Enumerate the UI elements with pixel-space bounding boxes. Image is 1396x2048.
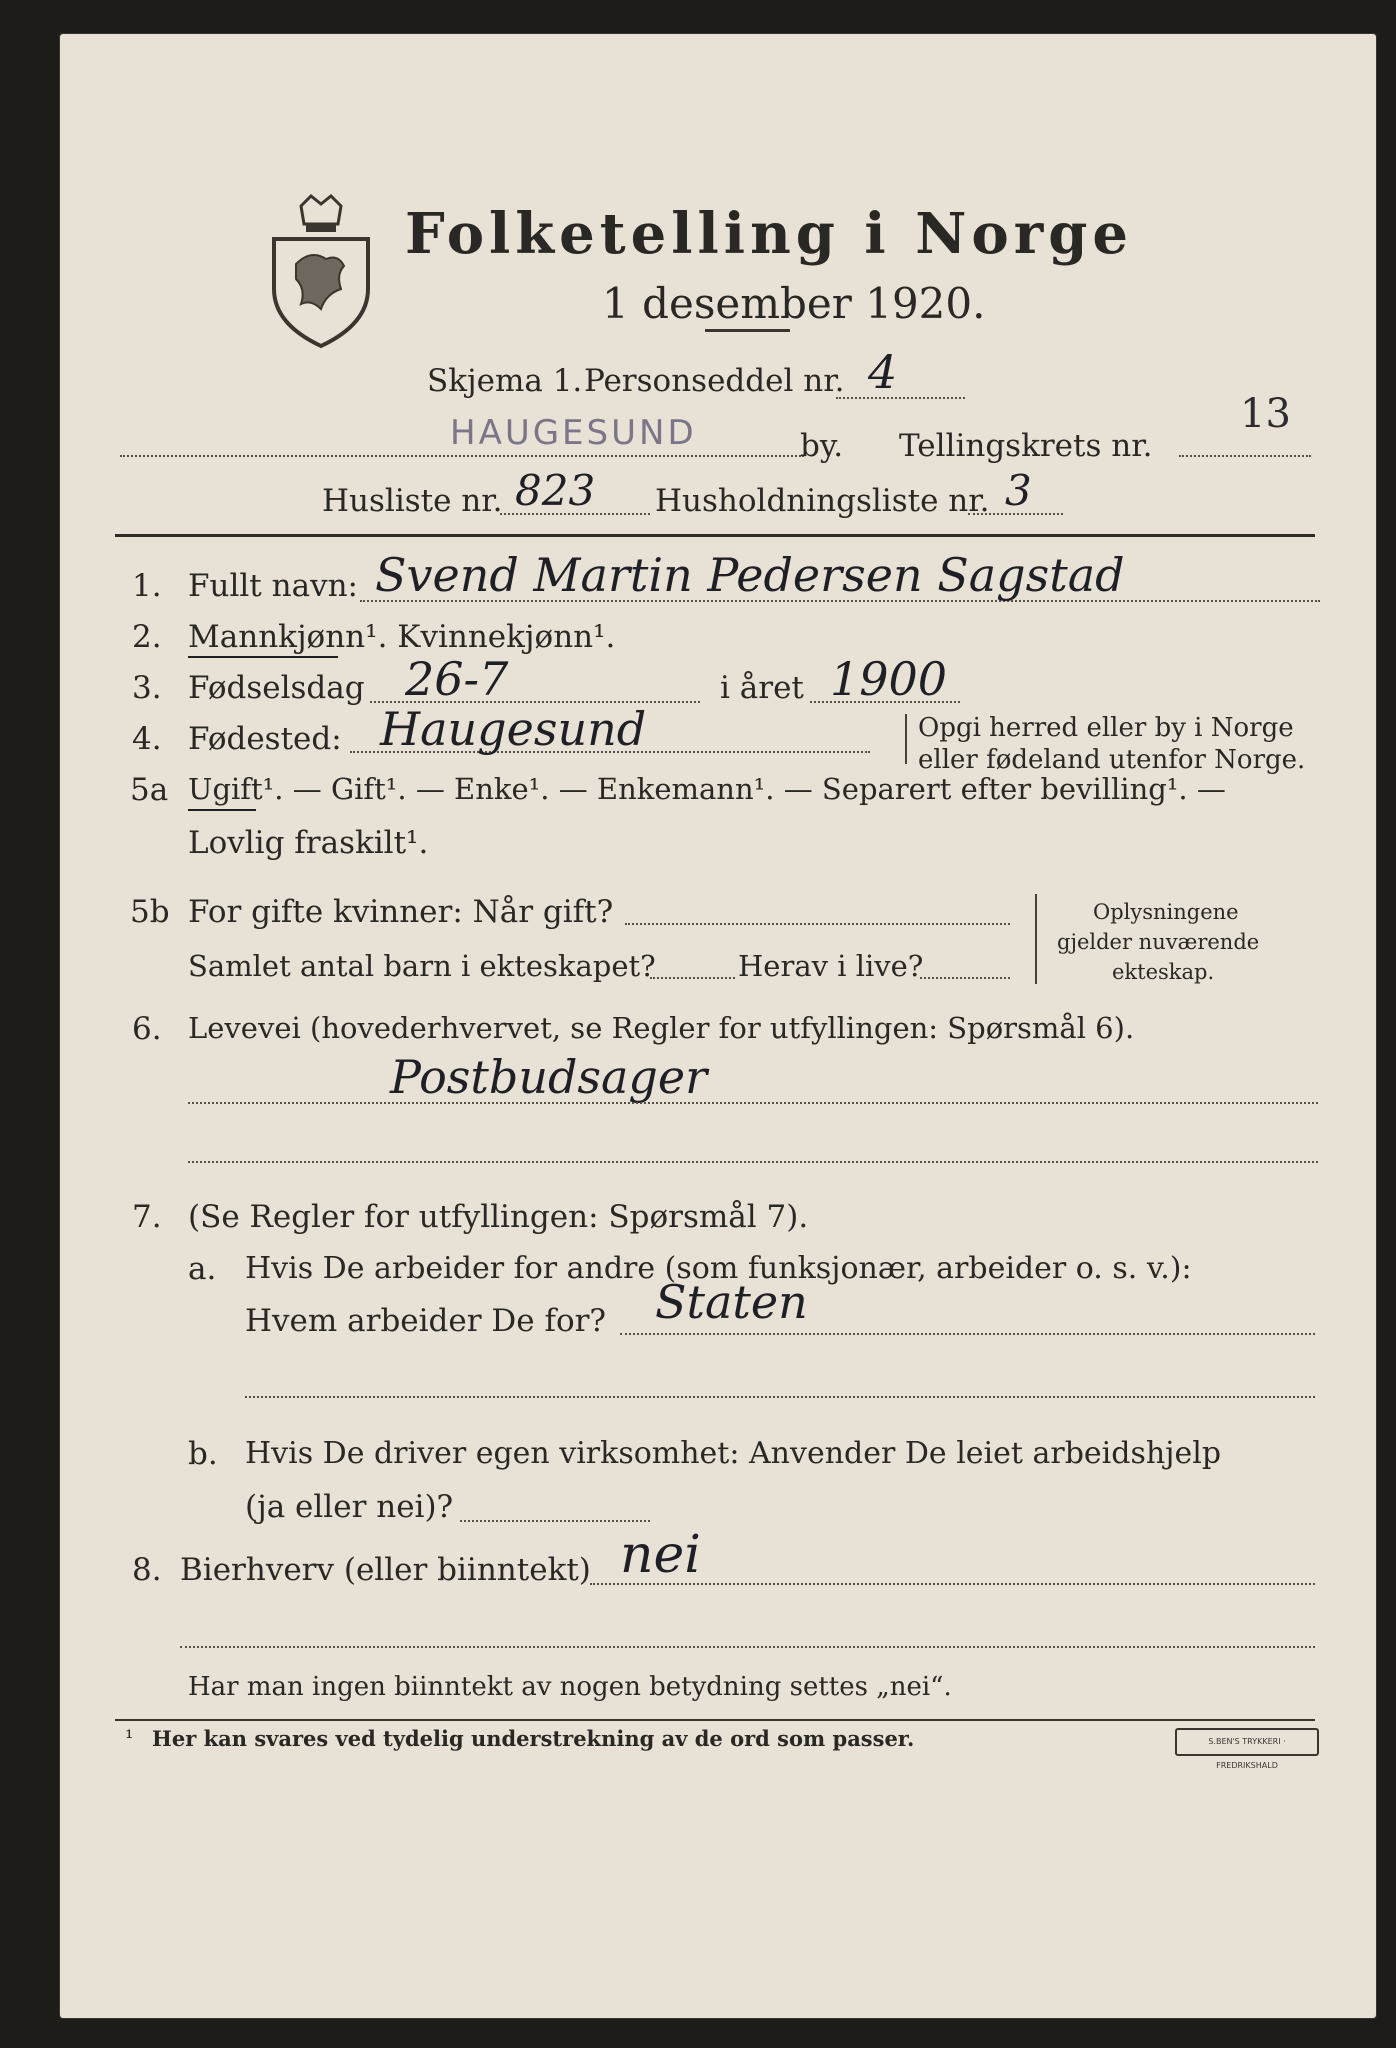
q5b-label1: For gifte kvinner: Når gift? — [188, 894, 614, 930]
q3-year-value[interactable]: 1900 — [830, 652, 948, 706]
q2-underline-mannkjonn — [188, 656, 338, 658]
q1-number: 1. — [132, 568, 162, 604]
personseddel-value[interactable]: 4 — [868, 345, 898, 399]
q7a-text: Hvis De arbeider for andre (som funksjonær, arbeider o. s. v.): — [245, 1251, 1192, 1286]
q6-line2 — [188, 1161, 1318, 1163]
q3-label: Fødselsdag — [188, 670, 365, 706]
q3-year-label: i året — [720, 670, 804, 706]
q8-label: Bierhverv (eller biinntekt) — [180, 1552, 591, 1588]
q3-number: 3. — [132, 670, 162, 706]
q4-label: Fødested: — [188, 721, 342, 757]
q6-number: 6. — [132, 1011, 162, 1047]
husholdningsliste-label: Husholdningsliste nr. — [655, 483, 990, 519]
city-line — [120, 455, 804, 457]
husliste-label: Husliste nr. — [322, 483, 503, 519]
q7a-line — [620, 1333, 1315, 1335]
norwegian-coat-of-arms — [266, 194, 376, 349]
q5b-note-line3: ekteskap. — [1112, 960, 1215, 984]
q5b-label2: Samlet antal barn i ekteskapet? — [188, 949, 656, 983]
q6-label: Levevei (hovederhvervet, se Regler for utfyllingen: Spørsmål 6). — [188, 1011, 1135, 1045]
q1-label: Fullt navn: — [188, 568, 358, 604]
q4-note-line2: eller fødeland utenfor Norge. — [918, 745, 1306, 775]
q2-text: Mannkjønn¹. Kvinnekjønn¹. — [188, 619, 616, 655]
q7a-letter: a. — [188, 1251, 217, 1287]
form-title: Folketelling i Norge — [405, 201, 1134, 267]
q8-number: 8. — [132, 1552, 162, 1588]
q5b-label3: Herav i live? — [738, 949, 924, 983]
q7a-line2 — [245, 1396, 1315, 1398]
q2-number: 2. — [132, 619, 162, 655]
personseddel-line — [836, 397, 965, 399]
q4-value[interactable]: Haugesund — [380, 702, 647, 756]
q5b-number: 5b — [130, 894, 170, 930]
city-stamp: HAUGESUND — [450, 413, 697, 453]
q7b-letter: b. — [188, 1436, 218, 1472]
header-rule — [115, 534, 1315, 537]
q5a-underline-ugift — [188, 809, 256, 811]
q7-label: (Se Regler for utfyllingen: Spørsmål 7). — [188, 1199, 809, 1235]
footnote-mark: ¹ — [125, 1726, 134, 1750]
q3-value[interactable]: 26-7 — [405, 652, 509, 706]
q7b-label: (ja eller nei)? — [245, 1489, 454, 1525]
q5a-number: 5a — [130, 772, 169, 808]
q6-value[interactable]: Postbudsager — [390, 1050, 708, 1104]
husholdningsliste-value[interactable]: 3 — [1005, 466, 1032, 515]
q5b-ilive-line — [920, 977, 1010, 979]
footer-note: Har man ingen biinntekt av nogen betydning settes „nei“. — [188, 1672, 952, 1702]
q6-line1 — [188, 1102, 1318, 1104]
census-form — [60, 34, 1376, 2018]
husliste-value[interactable]: 823 — [515, 466, 596, 515]
q1-value[interactable]: Svend Martin Pedersen Sagstad — [375, 548, 1125, 602]
q5b-note-brace — [1035, 894, 1037, 984]
footnote-text: Her kan svares ved tydelig understrekning av de ord som passer. — [152, 1726, 915, 1751]
personseddel-label: Personseddel nr. — [584, 363, 845, 399]
q7-number: 7. — [132, 1199, 162, 1235]
census-date: 1 desember 1920. — [602, 279, 986, 328]
footer-rule — [115, 1719, 1315, 1721]
q5b-note-line1: Oplysningene — [1093, 900, 1239, 924]
q5b-gift-line — [625, 923, 1010, 925]
q8-value[interactable]: nei — [620, 1525, 701, 1585]
skjema-label: Skjema 1. — [427, 363, 583, 399]
q7b-text: Hvis De driver egen virksomhet: Anvender De leiet arbeidshjelp — [245, 1436, 1222, 1471]
q8-line2 — [180, 1646, 1315, 1648]
title-divider — [705, 329, 790, 332]
q7a-label: Hvem arbeider De for? — [245, 1303, 607, 1339]
by-label: by. — [800, 428, 844, 464]
q5b-barn-line — [650, 977, 735, 979]
q4-note-brace — [905, 714, 907, 764]
printer-mark: S.BEN'S TRYKKERI · FREDRIKSHALD — [1175, 1728, 1319, 1756]
tellingskrets-value[interactable]: 13 — [1240, 391, 1291, 437]
q7b-line — [460, 1520, 650, 1522]
q4-note-line1: Opgi herred eller by i Norge — [918, 713, 1294, 743]
q5a-line1: Ugift¹. — Gift¹. — Enke¹. — Enkemann¹. — Separert efter bevilling¹. — — [188, 772, 1226, 806]
q5b-note-line2: gjelder nuværende — [1057, 930, 1260, 954]
tellingskrets-label: Tellingskrets nr. — [899, 428, 1153, 464]
q5a-line2: Lovlig fraskilt¹. — [188, 825, 429, 861]
q7a-value[interactable]: Staten — [655, 1275, 808, 1329]
q4-number: 4. — [132, 721, 162, 757]
tellingskrets-line — [1179, 455, 1311, 457]
